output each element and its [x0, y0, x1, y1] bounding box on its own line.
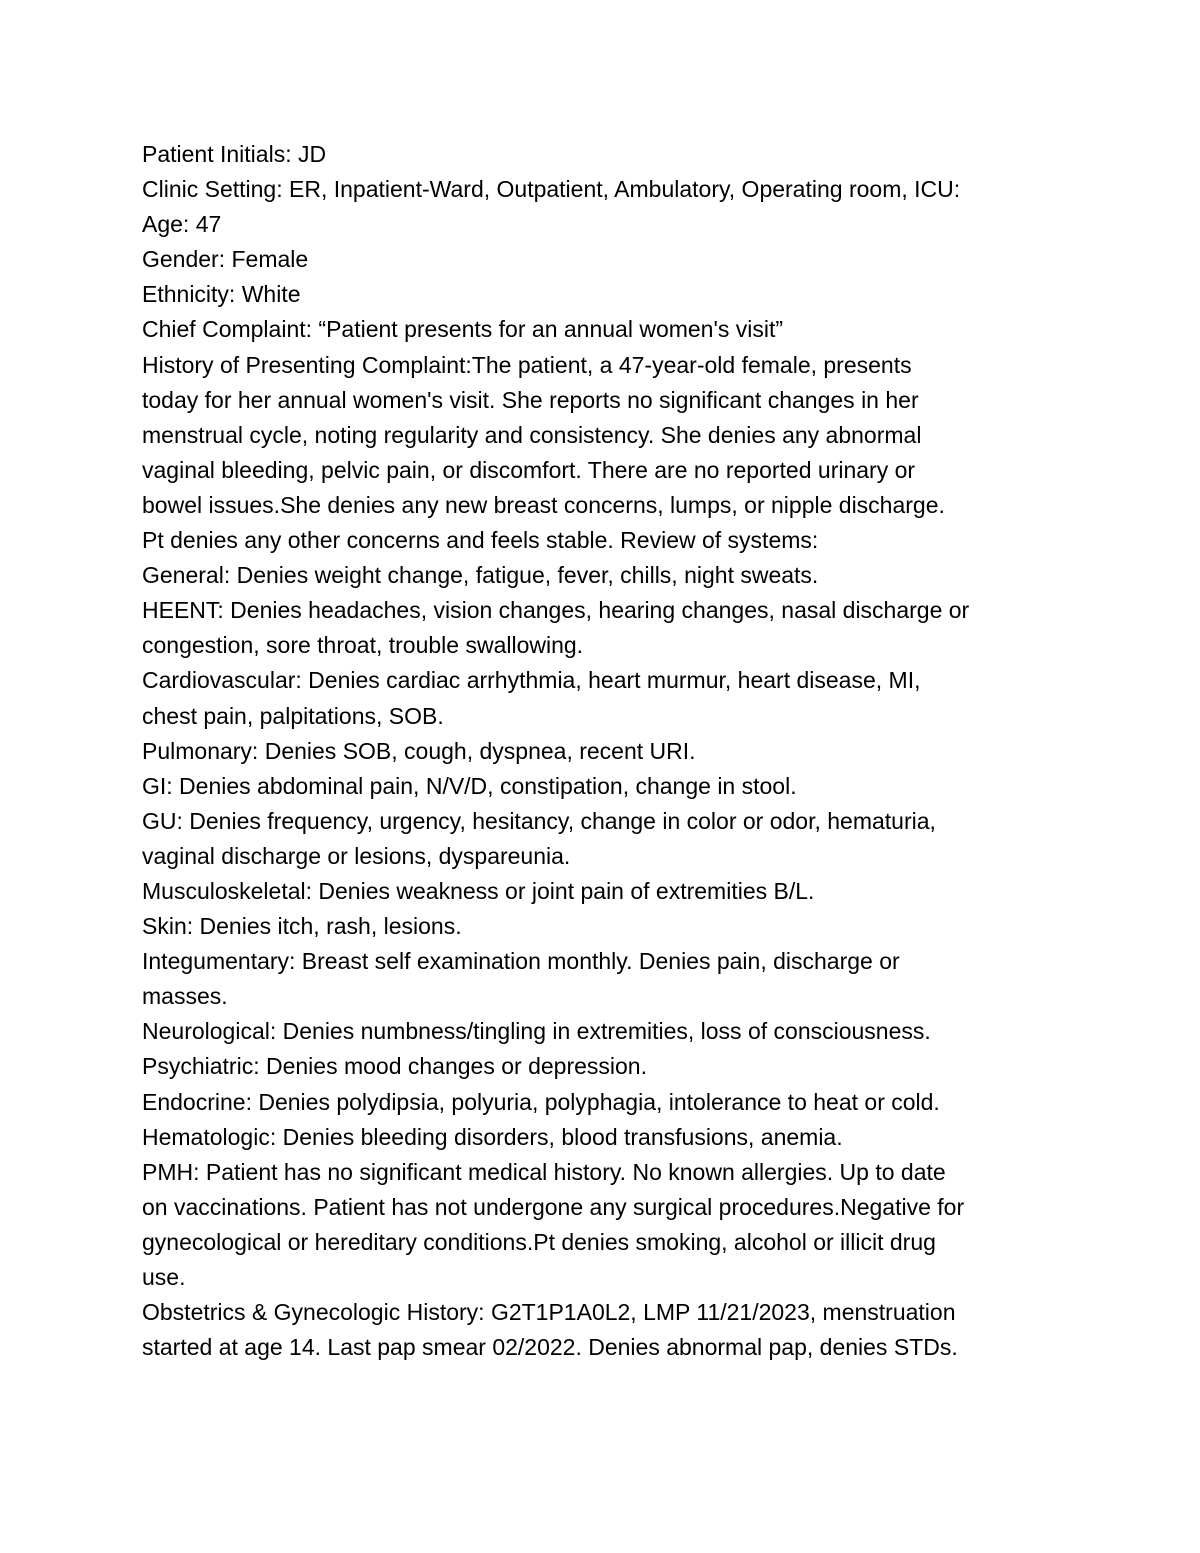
clinic-setting-line: Clinic Setting: ER, Inpatient-Ward, Outpatient, Ambulatory, Operating room, ICU: — [142, 176, 961, 203]
hpi-line: bowel issues.She denies any new breast concerns, lumps, or nipple discharge. — [142, 491, 945, 518]
pmh-line: on vaccinations. Patient has not undergone any surgical procedures.Negative for — [142, 1193, 965, 1220]
patient-initials-line: Patient Initials: JD — [142, 141, 327, 167]
hpi-line: menstrual cycle, noting regularity and consistency. She denies any abnormal — [142, 421, 922, 448]
chief-complaint-line: Chief Complaint: “Patient presents for an annual women's visit” — [142, 316, 784, 343]
ethnicity-line: Ethnicity: White — [142, 281, 301, 308]
hpi-line: today for her annual women's visit. She reports no significant changes in her — [142, 386, 919, 413]
ros-musculoskeletal-line: Musculoskeletal: Denies weakness or joint pain of extremities B/L. — [142, 877, 815, 904]
ros-endocrine-line: Endocrine: Denies polydipsia, polyuria, polyphagia, intolerance to heat or cold. — [142, 1088, 940, 1115]
pmh-line: PMH: Patient has no significant medical history. No known allergies. Up to date — [142, 1158, 946, 1185]
document-page — [142, 137, 1072, 1365]
ros-heent-line: HEENT: Denies headaches, vision changes, hearing changes, nasal discharge or — [142, 597, 970, 624]
ros-cardiovascular-line: chest pain, palpitations, SOB. — [142, 702, 444, 729]
ros-general-line: General: Denies weight change, fatigue, fever, chills, night sweats. — [142, 562, 819, 589]
ros-gi-line: GI: Denies abdominal pain, N/V/D, constipation, change in stool. — [142, 772, 797, 799]
ros-skin-line: Skin: Denies itch, rash, lesions. — [142, 913, 462, 940]
hpi-line: vaginal bleeding, pelvic pain, or discomfort. There are no reported urinary or — [142, 456, 916, 483]
ros-pulmonary-line: Pulmonary: Denies SOB, cough, dyspnea, recent URI. — [142, 737, 696, 764]
ros-heent-line: congestion, sore throat, trouble swallowing. — [142, 632, 584, 659]
ros-hematologic-line: Hematologic: Denies bleeding disorders, blood transfusions, anemia. — [142, 1123, 843, 1150]
ob-gyn-history-line: Obstetrics & Gynecologic History: G2T1P1A0L2, LMP 11/21/2023, menstruation — [142, 1299, 956, 1326]
ob-gyn-history-line: started at age 14. Last pap smear 02/2022. Denies abnormal pap, denies STDs. — [142, 1334, 958, 1361]
ros-cardiovascular-line: Cardiovascular: Denies cardiac arrhythmia, heart murmur, heart disease, MI, — [142, 667, 921, 694]
ros-gu-line: GU: Denies frequency, urgency, hesitancy, change in color or odor, hematuria, — [142, 807, 936, 834]
age-line: Age: 47 — [142, 211, 222, 238]
ros-gu-line: vaginal discharge or lesions, dyspareunia. — [142, 842, 571, 869]
ros-integumentary-line: masses. — [142, 983, 228, 1010]
ros-integumentary-line: Integumentary: Breast self examination monthly. Denies pain, discharge or — [142, 948, 900, 975]
hpi-line: Pt denies any other concerns and feels stable. Review of systems: — [142, 527, 819, 554]
hpi-line: History of Presenting Complaint:The patient, a 47-year-old female, presents — [142, 351, 912, 378]
pmh-line: gynecological or hereditary conditions.Pt denies smoking, alcohol or illicit drug — [142, 1228, 936, 1255]
pmh-line: use. — [142, 1264, 186, 1290]
ros-psychiatric-line: Psychiatric: Denies mood changes or depression. — [142, 1053, 647, 1080]
ros-neurological-line: Neurological: Denies numbness/tingling in extremities, loss of consciousness. — [142, 1018, 931, 1045]
gender-line: Gender: Female — [142, 246, 309, 273]
